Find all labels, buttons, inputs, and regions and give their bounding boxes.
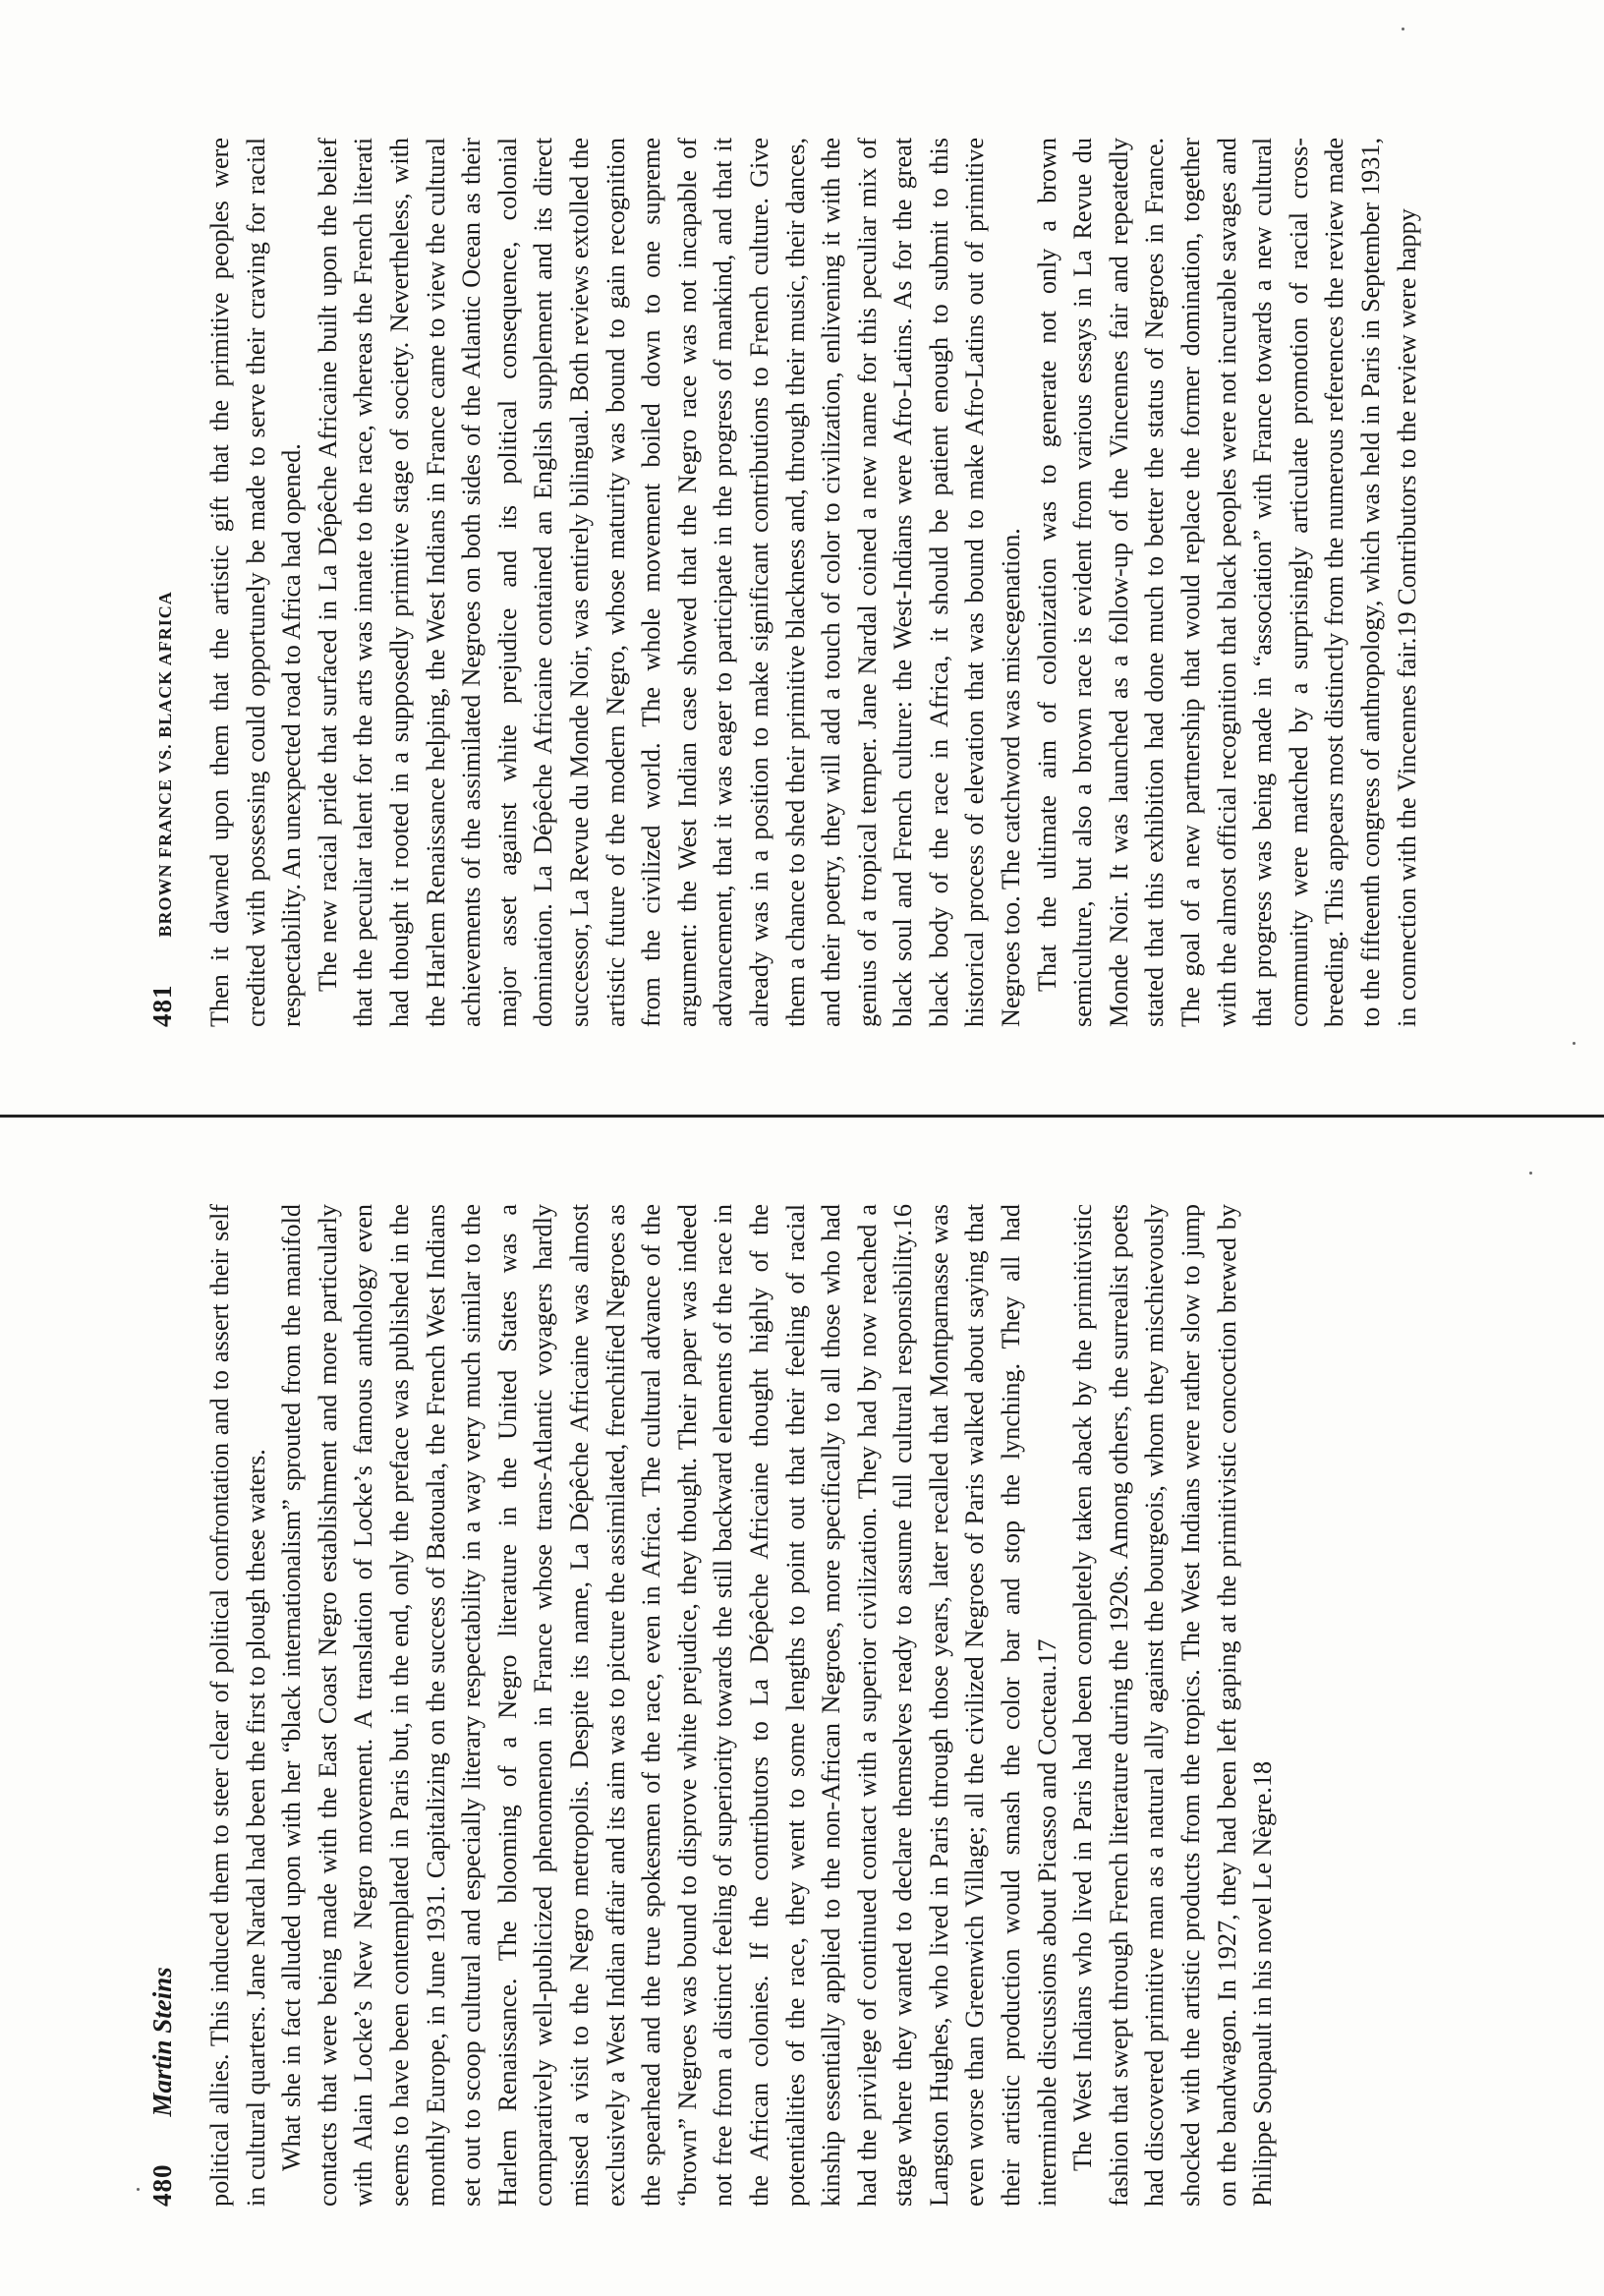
paragraph: That the ultimate aim of colonization was to generate not only a brown semiculture, but also a brown race is evident from various essays in La Revue du Monde Noir. It was launched as a follow-up of the Vincennes fair and repeatedly stated that this exhibition had done much to better the status of Negroes in France. The goal of a new partnership that would replace the former domination, together with the almost official recognition that black peoples were not incurable savages and that progress was being made in “association” with France towards a new cultural community were matched by a surprisingly articulate promotion of racial cross-breeding. This appears most distinctly from the numerous references the review made to the fifteenth congress of anthropology, which was held in Paris in September 1931, in connection with the Vincennes fair.19 Contributors to the review were happy [1032,138,1421,1027]
page-body [202,1204,1282,2207]
running-head-title: BROWN FRANCE VS. BLACK AFRICA [155,591,175,938]
scan-speck [1573,1042,1575,1045]
page-number: 481 [147,984,177,1027]
running-head [147,1204,183,2207]
page-body [202,138,1425,1027]
scan-speck [137,2188,140,2191]
paragraph: political allies. This induced them to steer clear of political confrontation and to assert their self in cultural quarters. Jane Nardal had been the first to plough these waters. [205,1204,270,2207]
paragraph: The new racial pride that surfaced in La Dépêche Africaine built upon the belief that the peculiar talent for the arts was innate to the race, whereas the French literati had thought it rooted in a supposedly primitive stage of society. Nevertheless, with the Harlem Renaissance helping, the West Indians in France came to view the cultural achievements of the assimilated Negroes on both sides of the Atlantic Ocean as their major asset against white prejudice and its political consequence, colonial domination. La Dépêche Africaine contained an English supplement and its direct successor, La Revue du Monde Noir, was entirely bilingual. Both reviews extolled the artistic future of the modern Negro, whose maturity was bound to gain recognition from the civilized world. The whole movement boiled down to one supreme argument: the West Indian case showed that the Negro race was not incapable of advancement, that it was eager to participate in the progress of mankind, and that it already was in a position to make significant contributions to French culture. Give them a chance to shed their primitive blackness and, through their music, their dances, and their poetry, they will add a touch of color to civilization, enlivening it with the genius of a tropical temper. Jane Nardal coined a new name for this peculiar mix of black soul and French culture: the West-Indians were Afro-Latins. As for the great black body of the race in Africa, it should be patient enough to submit to this historical process of elevation that was bound to make Afro-Latins out of primitive Negroes too. The catchword was miscegenation. [313,138,1026,1027]
running-head [147,138,183,1027]
paragraph: What she in fact alluded upon with her “black internationalism” sprouted from the manifold contacts that were being made with the East Coast Negro establishment and more particularly with Alain Locke’s New Negro movement. A translation of Locke’s famous anthology even seems to have been contemplated in Paris but, in the end, only the preface was published in the monthly Europe, in June 1931. Capitalizing on the success of Batouala, the French West Indians set out to scoop cultural and especially literary respectability in a way very much similar to the Harlem Renaissance. The blooming of a Negro literature in the United States was a comparatively well-publicized phenomenon in France whose trans-Atlantic voyagers hardly missed a visit to the Negro metropolis. Despite its name, La Dépêche Africaine was almost exclusively a West Indian affair and its aim was to picture the assimilated, frenchified Negroes as the spearhead and the true spokesmen of the race, even in Africa. The cultural advance of the “brown” Negroes was bound to disprove white prejudice, they thought. Their paper was indeed not free from a distinct feeling of superiority towards the still backward elements of the race in the African colonies. If the contributors to La Dépêche Africaine thought highly of the potentialities of the race, they went to some lengths to point out that their feeling of racial kinship essentially applied to the non-African Negroes, more specifically to all those who had had the privilege of continued contact with a superior civilization. They had by now reached a stage where they wanted to declare themselves ready to assume full cultural responsibility.16 Langston Hughes, who lived in Paris through those years, later recalled that Montparnasse was even worse than Greenwich Village; all the civilized Negroes of Paris walked about saying that their artistic production would smash the color bar and stop the lynching. They all had interminable discussions about Picasso and Cocteau.17 [277,1204,1061,2207]
page-481 [147,138,1425,1027]
paragraph: Then it dawned upon them that the artistic gift that the primitive peoples were credited with possessing could opportunely be made to serve their craving for racial respectability. An unexpected road to Africa had opened. [205,138,307,1027]
page-480 [147,1204,1282,2207]
running-head-author: Martin Steins [147,1967,177,2117]
paragraph: The West Indians who lived in Paris had been completely taken aback by the primitivistic fashion that swept through French literature during the 1920s. Among others, the surrealist poets had discovered primitive man as a natural ally against the bourgeois, whom they mischievously shocked with the artistic products from the tropics. The West Indians were rather slow to jump on the bandwagon. In 1927, they had been left gaping at the primitivistic concoction brewed by Philippe Soupault in his novel Le Nègre.18 [1068,1204,1278,2207]
scan-speck [1402,28,1404,30]
page-number: 480 [147,2163,177,2207]
scan-speck [1529,1172,1532,1175]
page-fold-divider [0,1115,1604,1118]
